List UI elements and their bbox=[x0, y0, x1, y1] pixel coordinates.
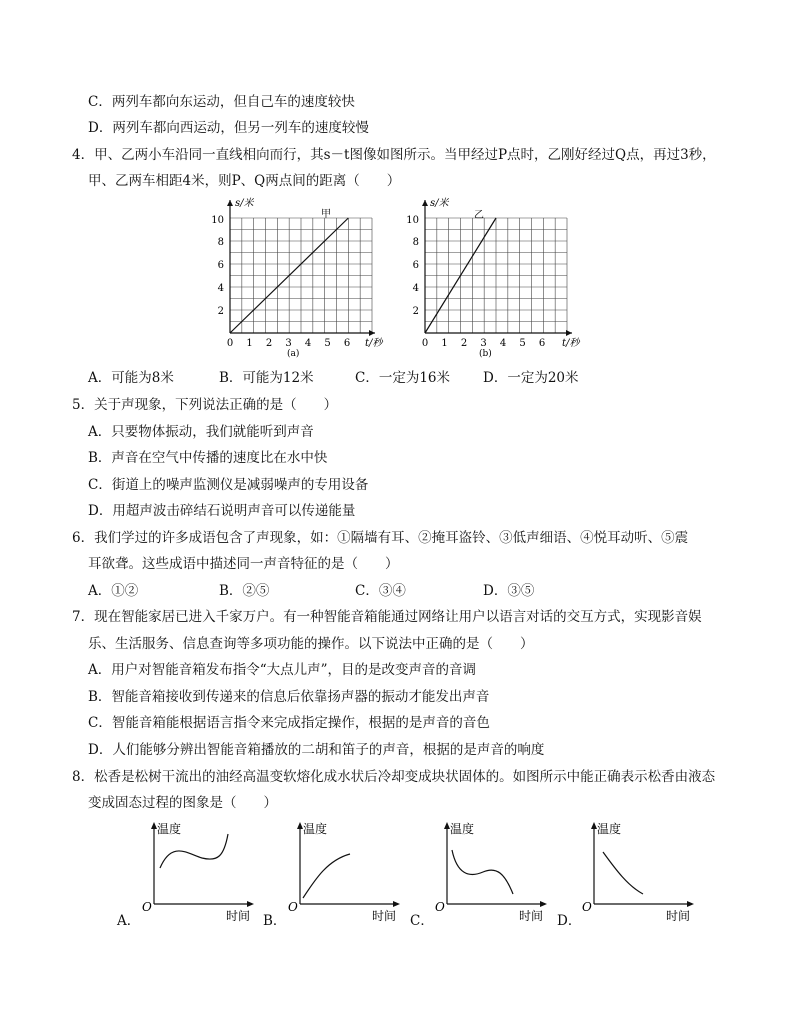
graph-b-xtick-2: 2 bbox=[460, 338, 468, 349]
q8-graph-a-origin: O bbox=[142, 900, 152, 914]
q4-stem-line1: 4．甲、乙两小车沿同一直线相向而行，其s－t图像如图所示。当甲经过P点时，乙刚好经过Q点，再过3秒， bbox=[72, 147, 716, 163]
q8-graph-b-origin: O bbox=[288, 900, 298, 914]
q8-graph-a-curve bbox=[160, 834, 228, 868]
graph-b-xtick-4: 4 bbox=[499, 338, 507, 349]
q8-graph-c-xlabel: 时间 bbox=[519, 909, 544, 923]
q7-stem-line2: 乐、生活服务、信息查询等多项功能的操作。以下说法中正确的是（ ） bbox=[88, 636, 534, 652]
q6-stem-line1: 6．我们学过的许多成语包含了声现象，如：①隔墙有耳、②掩耳盗铃、③低声细语、④悦耳动听、⑤震 bbox=[72, 530, 689, 546]
q5-option-d: D．用超声波击碎结石说明声音可以传递能量 bbox=[88, 503, 356, 519]
q8-graph-d-curve bbox=[603, 852, 643, 894]
graph-a-xtick-0: 0 bbox=[226, 338, 234, 349]
graph-a-ytick-10: 10 bbox=[211, 215, 224, 226]
graph-b-ytick-10: 10 bbox=[406, 215, 419, 226]
q6-stem-line2: 耳欲聋。这些成语中描述同一声音特征的是（ ） bbox=[88, 556, 399, 572]
graph-b-xtick-3: 3 bbox=[480, 338, 487, 349]
q8-option-b-label: B． bbox=[263, 913, 287, 929]
q8-graph-b-xlabel: 时间 bbox=[372, 909, 397, 923]
q8-graph-b bbox=[286, 820, 406, 924]
q6-option-a: A．①② bbox=[88, 583, 139, 599]
q8-graph-c-ylabel: 温度 bbox=[450, 822, 475, 836]
q8-graph-a-x-arrow bbox=[247, 901, 254, 907]
q8-graph-a bbox=[140, 820, 260, 924]
q5-option-c: C．街道上的噪声监测仪是减弱噪声的专用设备 bbox=[88, 477, 369, 493]
graph-a-xtick-2: 2 bbox=[265, 338, 273, 349]
graph-b-x-arrow bbox=[566, 330, 572, 336]
q6-option-c: C．③④ bbox=[355, 583, 406, 599]
q8-graph-c-x-arrow bbox=[540, 901, 547, 907]
q5-option-b: B．声音在空气中传播的速度比在水中快 bbox=[88, 450, 328, 466]
q8-graph-d-x-arrow bbox=[687, 901, 694, 907]
q4-option-b: B．可能为12米 bbox=[219, 370, 314, 386]
graph-b-caption: (b) bbox=[479, 349, 492, 359]
q3-option-c: C．两列车都向东运动，但自己车的速度较快 bbox=[88, 94, 355, 110]
q8-option-a-label: A． bbox=[117, 913, 141, 929]
q7-option-a: A．用户对智能音箱发布指令“大点儿声”，目的是改变声音的音调 bbox=[88, 662, 477, 678]
graph-b-xtick-1: 1 bbox=[441, 338, 448, 349]
q4-option-a: A．可能为8米 bbox=[88, 370, 174, 386]
q8-graph-c-origin: O bbox=[435, 900, 445, 914]
graph-b-ytick-4: 4 bbox=[412, 283, 419, 294]
q8-graph-b-ylabel: 温度 bbox=[303, 822, 328, 836]
q5-option-a: A．只要物体振动，我们就能听到声音 bbox=[88, 424, 314, 440]
graph-b-ytick-8: 8 bbox=[412, 237, 419, 248]
graph-a-ytick-6: 6 bbox=[217, 260, 224, 271]
graph-a-ytick-8: 8 bbox=[217, 237, 224, 248]
graph-a-caption: (a) bbox=[287, 349, 300, 359]
graph-a-curve-label: 甲 bbox=[321, 209, 331, 220]
graph-a-ytick-2: 2 bbox=[217, 306, 224, 317]
q4-option-d: D．一定为20米 bbox=[483, 370, 579, 386]
q8-stem-line2: 变成固态过程的图象是（ ） bbox=[88, 795, 277, 811]
graph-b-y-arrow bbox=[422, 200, 428, 206]
graph-b-xtick-0: 0 bbox=[421, 338, 429, 349]
q4-options bbox=[88, 369, 728, 387]
graph-b-ylabel: s/米 bbox=[430, 198, 449, 209]
q8-graph-b-curve bbox=[303, 854, 350, 898]
graph-a-xtick-6: 6 bbox=[343, 338, 351, 349]
graph-b-ytick-2: 2 bbox=[412, 306, 419, 317]
q7-option-b: B．智能音箱接收到传递来的信息后依靠扬声器的振动才能发出声音 bbox=[88, 689, 490, 705]
st-graph-b bbox=[400, 192, 585, 360]
st-graph-a bbox=[205, 192, 385, 360]
graph-b-curve-label: 乙 bbox=[474, 210, 484, 221]
q8-option-c-label: C． bbox=[410, 913, 434, 929]
q8-graph-c bbox=[433, 820, 553, 924]
q8-graph-d-origin: O bbox=[582, 900, 592, 914]
graph-a-y-arrow bbox=[227, 200, 233, 206]
graph-a-ylabel: s/米 bbox=[235, 198, 254, 209]
graph-b-ytick-6: 6 bbox=[412, 260, 419, 271]
q7-stem-line1: 7．现在智能家居已进入千家万户。有一种智能音箱能通过网络让用户以语言对话的交互方式，实现影音娱 bbox=[72, 609, 702, 625]
graph-a-grid bbox=[230, 218, 372, 333]
q7-option-c: C．智能音箱能根据语言指令来完成指定操作，根据的是声音的音色 bbox=[88, 715, 490, 731]
graph-a-ytick-4: 4 bbox=[217, 283, 224, 294]
q8-graph-d bbox=[580, 820, 700, 924]
q6-option-b: B．②⑤ bbox=[219, 583, 270, 599]
graph-a-xtick-4: 4 bbox=[304, 338, 312, 349]
q7-option-d: D．人们能够分辨出智能音箱播放的二胡和笛子的声音，根据的是声音的响度 bbox=[88, 742, 545, 758]
q8-stem-line1: 8．松香是松树干流出的油经高温变软熔化成水状后冷却变成块状固体的。如图所示中能正确表示松香由液态 bbox=[72, 769, 716, 785]
q8-graph-a-xlabel: 时间 bbox=[226, 909, 251, 923]
graph-a-xlabel: t/秒 bbox=[365, 338, 383, 349]
q8-graph-c-curve bbox=[452, 850, 513, 894]
graph-b-grid bbox=[425, 218, 567, 333]
q3-option-d: D．两列车都向西运动，但另一列车的速度较慢 bbox=[88, 120, 369, 136]
q4-stem-line2: 甲、乙两车相距4米，则P、Q两点间的距离（ ） bbox=[88, 173, 401, 189]
q8-graph-d-xlabel: 时间 bbox=[666, 909, 691, 923]
graph-b-xtick-5: 5 bbox=[519, 338, 526, 349]
q8-graph-b-x-arrow bbox=[393, 901, 400, 907]
graph-a-xtick-5: 5 bbox=[324, 338, 331, 349]
graph-b-xtick-6: 6 bbox=[538, 338, 546, 349]
q6-option-d: D．③⑤ bbox=[483, 583, 535, 599]
q4-option-c: C．一定为16米 bbox=[355, 370, 451, 386]
q5-stem: 5．关于声现象，下列说法正确的是（ ） bbox=[72, 397, 338, 413]
graph-a-xtick-1: 1 bbox=[246, 338, 253, 349]
q8-option-d-label: D． bbox=[557, 913, 582, 929]
graph-a-xtick-3: 3 bbox=[285, 338, 292, 349]
q8-graph-a-ylabel: 温度 bbox=[157, 822, 182, 836]
q8-graph-d-ylabel: 温度 bbox=[597, 822, 622, 836]
graph-b-xlabel: t/秒 bbox=[562, 338, 580, 349]
q6-options bbox=[88, 582, 728, 600]
